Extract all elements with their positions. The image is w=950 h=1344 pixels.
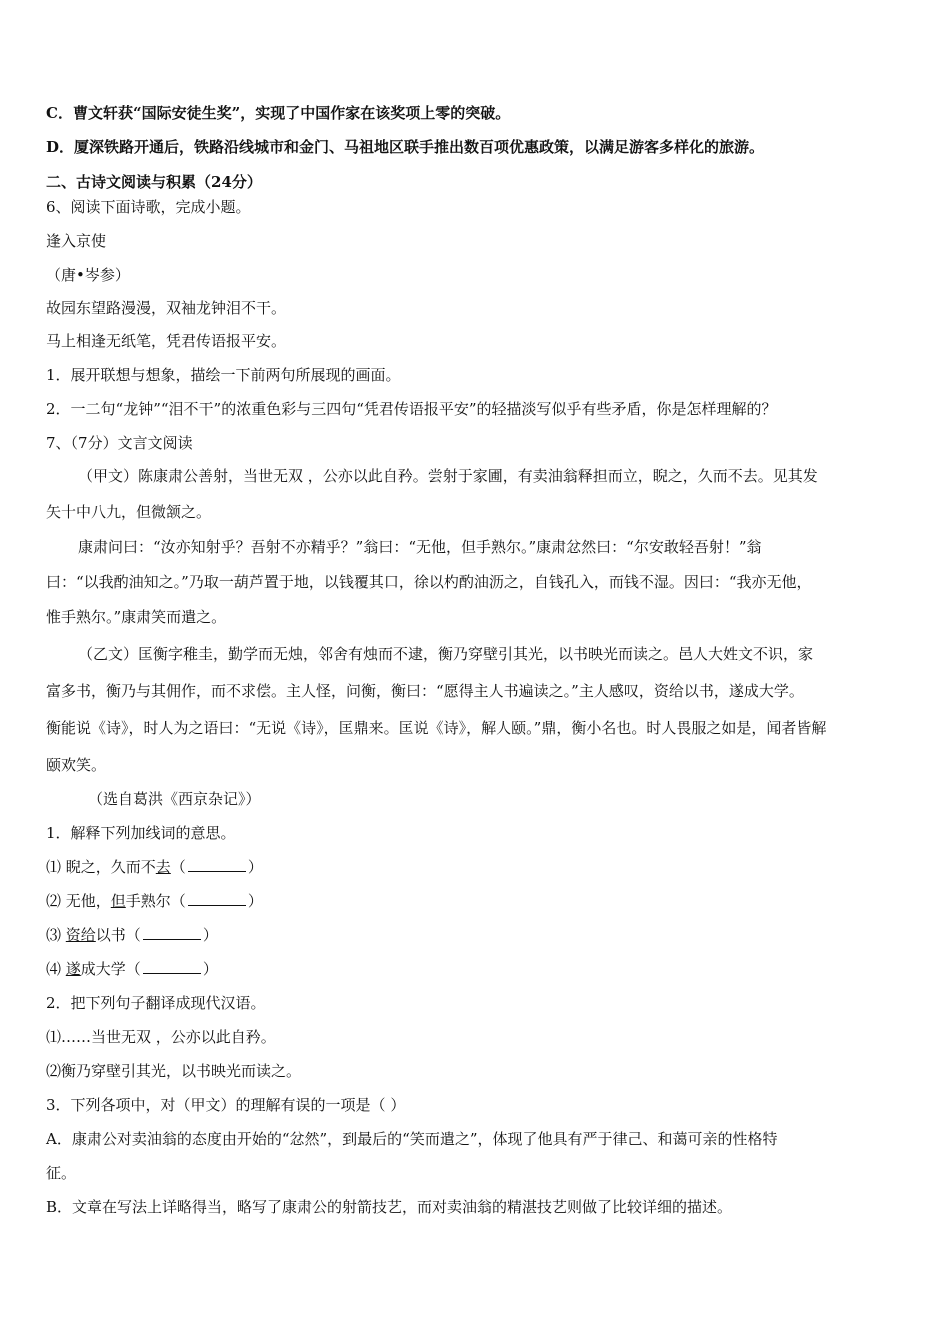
q7-sub1: 1．解释下列加线词的意思。	[46, 824, 236, 842]
q6-sub1: 1．展开联想与想象，描绘一下前两句所展现的画面。	[46, 366, 401, 384]
word-item-4: ⑷ 遂成大学（ ）	[46, 960, 218, 978]
q7-prompt: 7、（7分）文言文阅读	[46, 434, 193, 452]
yi-text-line: 颐欢笑。	[46, 756, 107, 774]
option-a-line: 征。	[46, 1164, 77, 1182]
yi-text-line: 富多书，衡乃与其佣作，而不求偿。主人怪，问衡，衡曰：“愿得主人书遍读之。”主人感叹，资给以书，遂成大学。	[46, 682, 804, 700]
option-a-line: A．康肃公对卖油翁的态度由开始的“忿然”，到最后的“笑而遣之”，体现了他具有严于律己、和蔼可亲的性格特	[46, 1130, 778, 1148]
translate-item-1: ⑴……当世无双 ，公亦以此自矜。	[46, 1028, 276, 1046]
underlined-word: 去	[155, 858, 171, 876]
q6-prompt: 6、阅读下面诗歌，完成小题。	[46, 198, 251, 216]
underlined-word: 但	[110, 892, 126, 910]
answer-blank[interactable]	[188, 857, 246, 872]
word-item-2: ⑵ 无他，但手熟尔（ ）	[46, 892, 263, 910]
answer-blank[interactable]	[143, 925, 201, 940]
q7-sub3: 3．下列各项中，对（甲文）的理解有误的一项是（ ）	[46, 1096, 406, 1114]
q7-sub2: 2．把下列句子翻译成现代汉语。	[46, 994, 266, 1012]
word-item-3: ⑶ 资给以书（ ）	[46, 926, 218, 944]
option-b: B．文章在写法上详略得当，略写了康肃公的射箭技艺，而对卖油翁的精湛技艺则做了比较详细的描述。	[46, 1198, 733, 1216]
jia-text-line: 惟手熟尔。”康肃笑而遣之。	[46, 608, 227, 626]
source-citation: （选自葛洪《西京杂记》）	[88, 790, 261, 808]
poem-line: 马上相逢无纸笔，凭君传语报平安。	[46, 332, 287, 350]
yi-text-line: 衡能说《诗》，时人为之语曰：“无说《诗》，匡鼎来。匡说《诗》，解人颐。”鼎，衡小名也。时人畏服之如是，闻者皆解	[46, 719, 827, 737]
answer-blank[interactable]	[188, 891, 246, 906]
yi-text-line: （乙文）匡衡字稚圭，勤学而无烛，邻舍有烛而不逮，衡乃穿壁引其光，以书映光而读之。邑人大姓文不识，家	[78, 645, 814, 663]
translate-item-2: ⑵衡乃穿壁引其光，以书映光而读之。	[46, 1062, 302, 1080]
jia-text-line: （甲文）陈康肃公善射，当世无双 ，公亦以此自矜。尝射于家圃，有卖油翁释担而立，睨之，久而不去。见其发	[78, 467, 818, 485]
jia-text-line: 矢十中八九，但微颔之。	[46, 503, 212, 521]
word-item-1: ⑴ 睨之，久而不去（ ）	[46, 858, 263, 876]
answer-blank[interactable]	[143, 959, 201, 974]
section-heading: 二、古诗文阅读与积累（24分）	[46, 173, 262, 191]
underlined-word: 遂	[65, 960, 81, 978]
poem-title: 逢入京使	[46, 232, 107, 250]
q6-sub2: 2．一二句“龙钟”“泪不干”的浓重色彩与三四句“凭君传语报平安”的轻描淡写似乎有些矛盾，你是怎样理解的？	[46, 400, 777, 418]
option-c: C．曹文轩获“国际安徒生奖”，实现了中国作家在该奖项上零的突破。	[46, 104, 511, 122]
jia-text-line: 曰：“以我酌油知之。”乃取一葫芦置于地，以钱覆其口，徐以杓酌油沥之，自钱孔入，而钱不湿。因曰：“我亦无他，	[46, 573, 812, 591]
option-d: D．厦深铁路开通后，铁路沿线城市和金门、马祖地区联手推出数百项优惠政策，以满足游客多样化的旅游。	[46, 138, 765, 156]
poem-author: （唐•岑参）	[46, 266, 130, 284]
jia-text-line: 康肃问曰：“汝亦知射乎？吾射不亦精乎？”翁曰：“无他，但手熟尔。”康肃忿然曰：“尔安敢轻吾射！”翁	[78, 538, 762, 556]
poem-line: 故园东望路漫漫，双袖龙钟泪不干。	[46, 299, 287, 317]
underlined-word: 资给	[65, 926, 96, 944]
